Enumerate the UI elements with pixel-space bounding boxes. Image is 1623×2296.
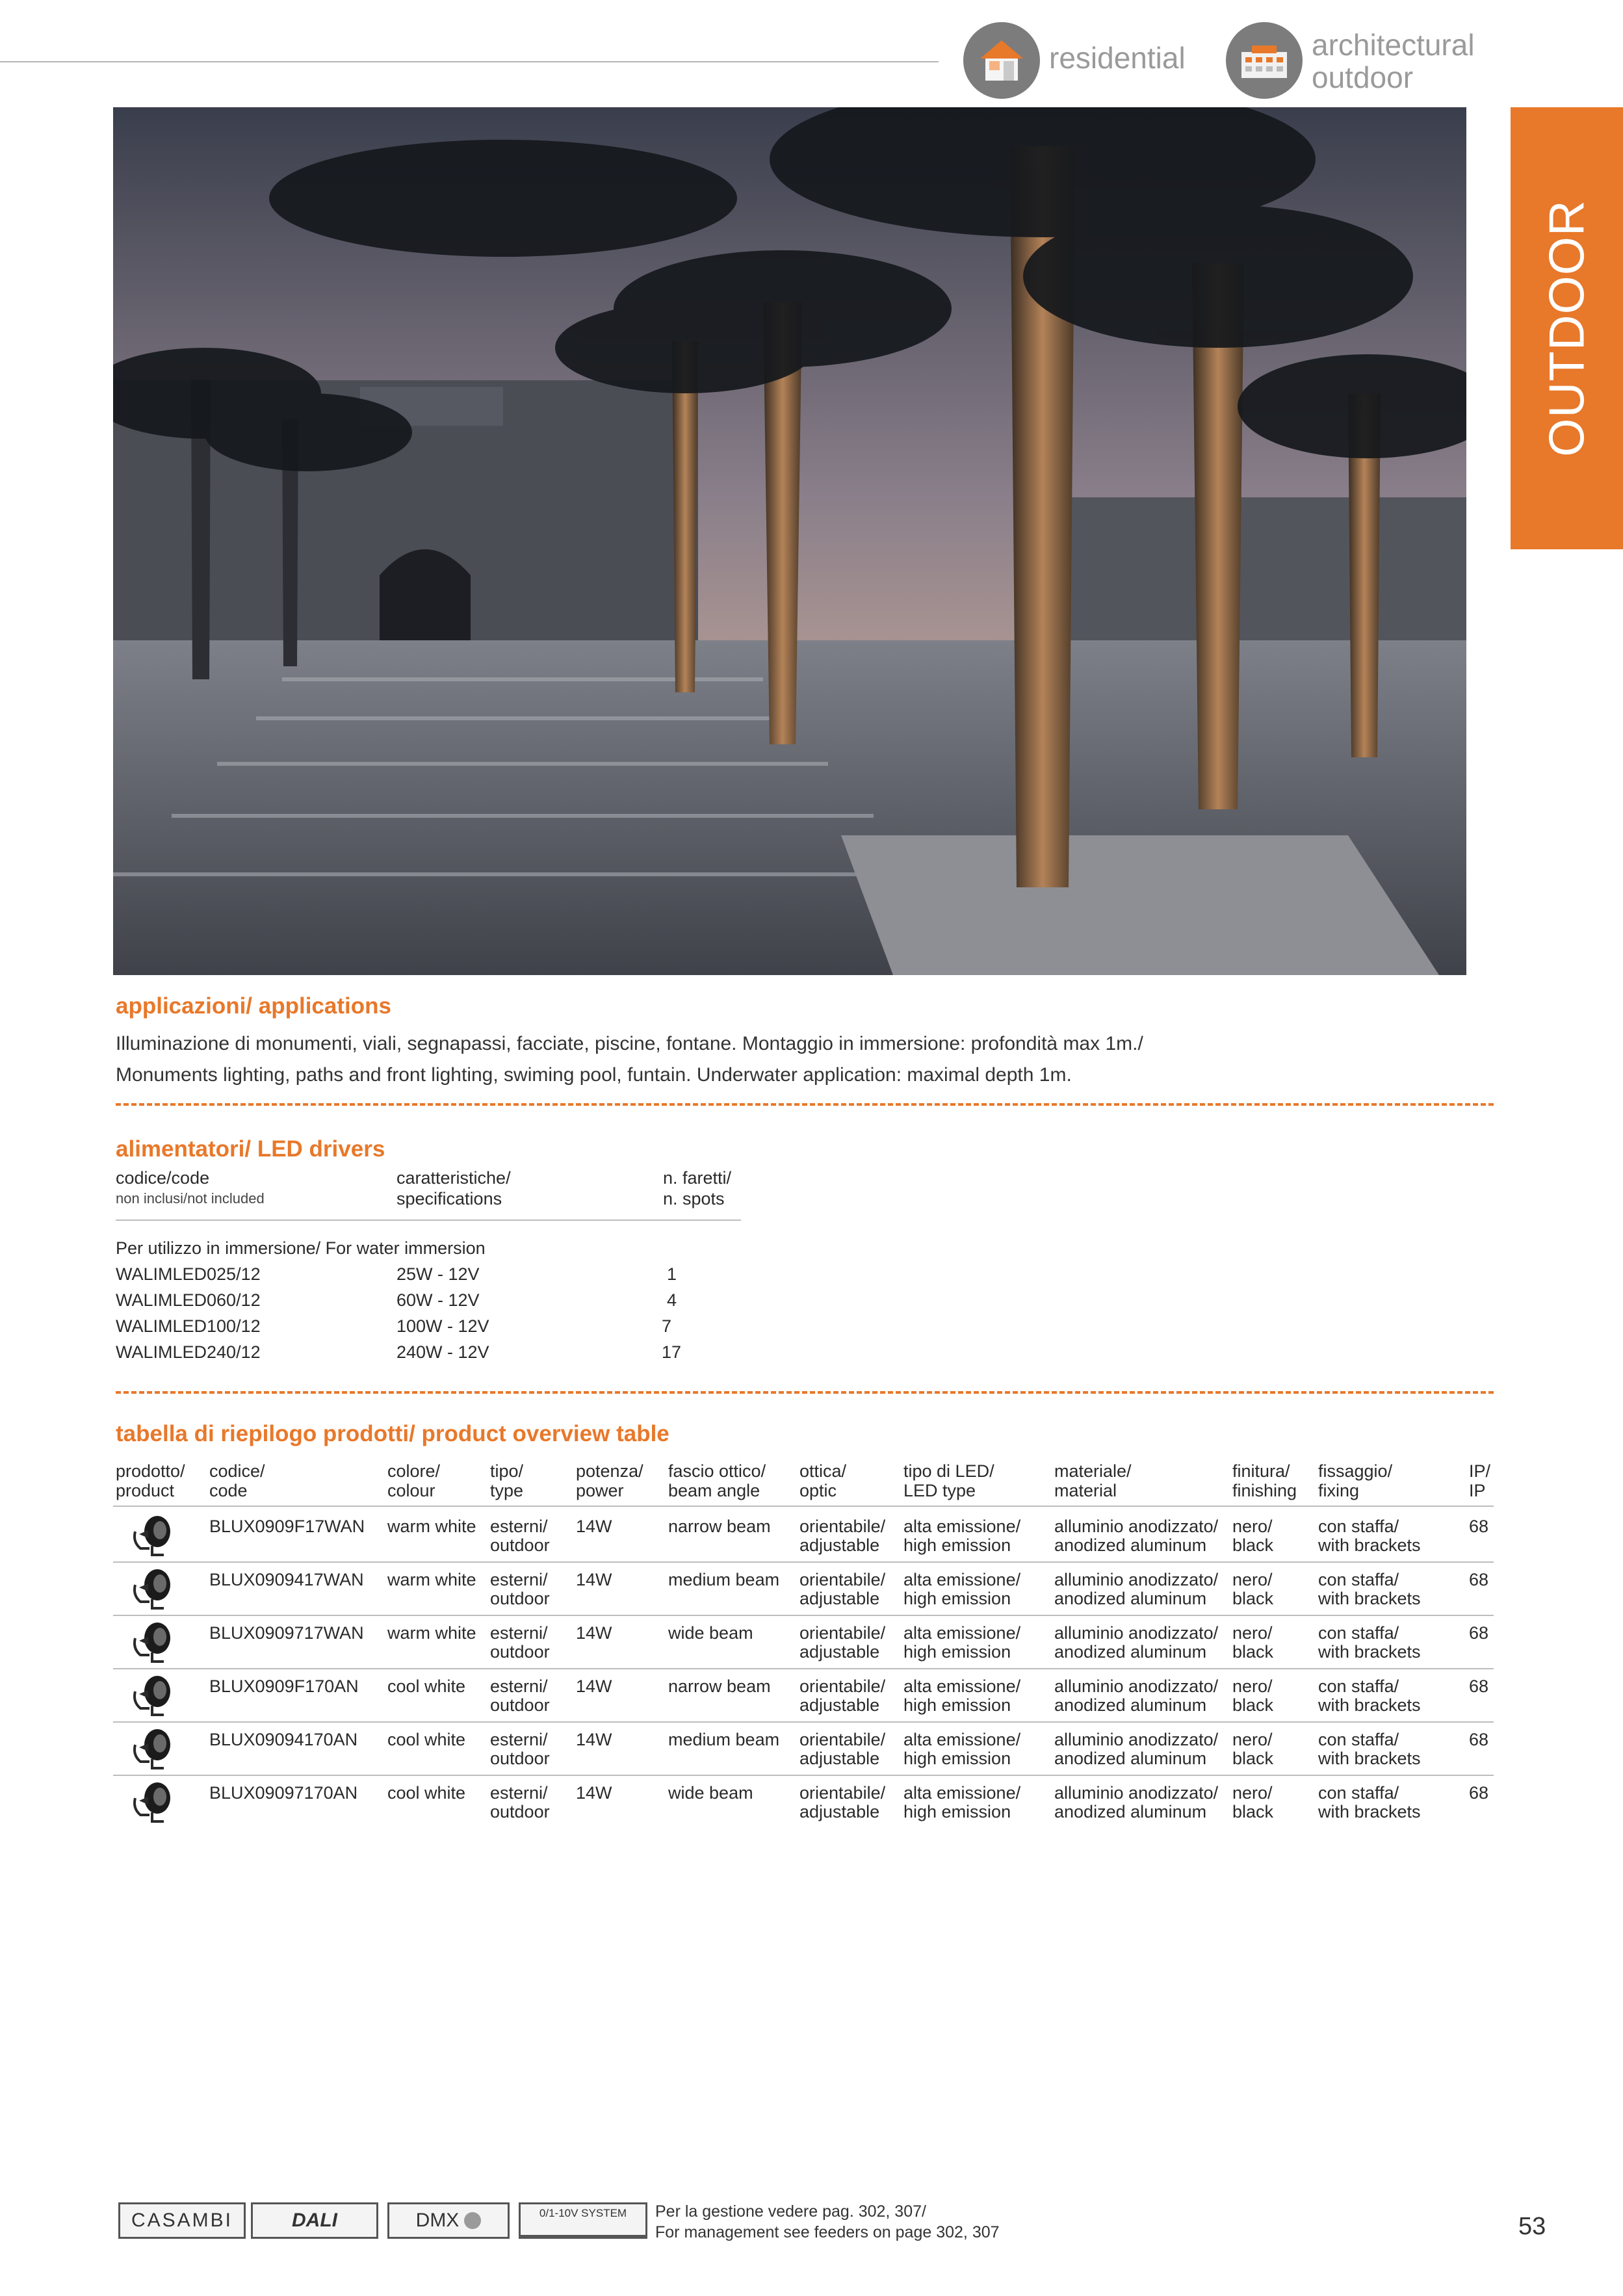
cell-material [1054,1517,1218,1555]
col-product-header [116,1461,185,1500]
cell-fixing [1318,1784,1421,1821]
cell-ip: 68 [1469,1517,1489,1536]
cell-power: 14W [576,1676,612,1696]
col-power-header [576,1461,643,1500]
table-row-separator [113,1721,1494,1723]
cell-line: esterni/ [490,1783,548,1803]
house-icon [963,22,1040,99]
cell-line: black [1232,1589,1274,1608]
cell-line: esterni/ [490,1570,548,1589]
cell-type [490,1624,550,1662]
cell-code: BLUX0909417WAN [209,1570,364,1589]
header-line1: IP/ [1469,1461,1491,1481]
cell-material [1054,1624,1218,1662]
side-tab-label: OUTDOOR [1539,200,1594,457]
cell-beam: narrow beam [668,1517,771,1536]
cell-ip: 68 [1469,1623,1489,1643]
header-line1: ottica/ [799,1461,847,1481]
architectural-category-label [1312,29,1475,94]
cell-code: BLUX09094170AN [209,1730,358,1749]
header-line1: tipo/ [490,1461,524,1481]
header-line2: beam angle [668,1481,760,1500]
col-ip-header [1469,1461,1490,1500]
header-line1: colore/ [387,1461,441,1481]
header-rule [0,61,939,62]
drivers-col-spots-line1: n. faretti/ [663,1168,732,1188]
cell-line: with brackets [1318,1535,1421,1555]
col-beam-header [668,1461,766,1500]
driver-spec: 60W - 12V [396,1290,480,1310]
section-divider [116,1391,1494,1394]
building-icon [1226,22,1303,99]
cell-led [903,1677,1020,1715]
drivers-col-spec-line2: specifications [396,1189,502,1208]
header-line2: type [490,1481,524,1500]
cell-line: alluminio anodizzato/ [1054,1676,1219,1696]
cell-line: nero/ [1232,1783,1273,1803]
cell-ip: 68 [1469,1570,1489,1589]
cell-finishing [1232,1677,1273,1715]
cell-led [903,1784,1020,1821]
cell-led [903,1624,1020,1662]
cell-finishing [1232,1517,1273,1555]
cell-line: high emission [903,1642,1011,1662]
residential-category-label: residential [1049,41,1186,75]
col-type-header [490,1461,523,1500]
header-line1: materiale/ [1054,1461,1132,1481]
cell-code: BLUX0909F17WAN [209,1517,365,1536]
cell-line: with brackets [1318,1589,1421,1608]
table-row-separator [113,1561,1494,1563]
cell-material [1054,1571,1218,1608]
col-led-header [903,1461,994,1500]
cell-colour: warm white [387,1623,476,1643]
page-number: 53 [1518,2213,1546,2240]
cell-line: outdoor [490,1695,550,1715]
col-finishing-header [1232,1461,1297,1500]
cell-material [1054,1784,1218,1821]
driver-row [116,1287,740,1313]
residential-category-icon [963,22,1040,99]
header-line2: LED type [903,1481,976,1500]
cell-line: orientabile/ [799,1623,886,1643]
spotlight-product-icon [126,1619,178,1667]
cell-fixing [1318,1730,1421,1768]
dimming-system-logo [519,2202,647,2239]
header-line1: codice/ [209,1461,265,1481]
header-line1: fissaggio/ [1318,1461,1393,1481]
cell-line: with brackets [1318,1695,1421,1715]
cell-line: esterni/ [490,1730,548,1749]
cell-ip: 68 [1469,1730,1489,1749]
cell-line: nero/ [1232,1730,1273,1749]
cell-finishing [1232,1624,1273,1662]
cell-line: anodized aluminum [1054,1749,1207,1768]
applications-text-it: Illuminazione di monumenti, viali, segnapassi, facciate, piscine, fontane. Montaggio in immersione: profondità max 1m./ [116,1033,1143,1054]
drivers-col-code-note: non inclusi/not included [116,1190,265,1207]
cell-led [903,1730,1020,1768]
header-line2: code [209,1481,248,1500]
cell-optic [799,1571,885,1608]
cell-line: high emission [903,1589,1011,1608]
drivers-col-code [116,1168,265,1209]
cell-type [490,1730,550,1768]
cell-line: outdoor [490,1535,550,1555]
cell-line: adjustable [799,1802,880,1821]
cell-line: con staffa/ [1318,1623,1399,1643]
cell-beam: narrow beam [668,1676,771,1696]
header-line2: power [576,1481,624,1500]
cell-line: con staffa/ [1318,1517,1399,1536]
dali-logo [251,2202,378,2239]
cell-line: black [1232,1642,1274,1662]
drivers-col-spots-line2: n. spots [663,1189,725,1208]
header-line2: fixing [1318,1481,1360,1500]
cell-line: anodized aluminum [1054,1695,1207,1715]
spotlight-product-icon [126,1565,178,1614]
casambi-logo-text: CASAMBI [131,2210,233,2231]
cell-line: alluminio anodizzato/ [1054,1570,1219,1589]
cell-type [490,1571,550,1608]
cell-line: black [1232,1695,1274,1715]
cell-fixing [1318,1571,1421,1608]
cell-optic [799,1517,885,1555]
table-row-separator [113,1615,1494,1616]
drivers-group-label: Per utilizzo in immersione/ For water immersion [116,1238,486,1258]
driver-row [116,1261,740,1287]
table-row-separator [113,1775,1494,1776]
driver-code: WALIMLED240/12 [116,1342,261,1362]
cell-power: 14W [576,1517,612,1536]
cell-line: alluminio anodizzato/ [1054,1623,1219,1643]
section-divider [116,1103,1494,1106]
cell-power: 14W [576,1623,612,1643]
cell-line: esterni/ [490,1517,548,1536]
cell-line: black [1232,1535,1274,1555]
driver-row [116,1339,740,1365]
cell-beam: wide beam [668,1783,753,1803]
cell-line: alta emissione/ [903,1730,1021,1749]
dmx-dot-icon [464,2212,481,2229]
cell-optic [799,1730,885,1768]
cell-line: anodized aluminum [1054,1589,1207,1608]
dali-logo-text: DALI [292,2210,337,2231]
cell-line: con staffa/ [1318,1730,1399,1749]
cell-fixing [1318,1624,1421,1662]
cell-line: high emission [903,1749,1011,1768]
cell-beam: wide beam [668,1623,753,1643]
dmx-logo [387,2202,510,2239]
col-colour-header [387,1461,440,1500]
cell-line: outdoor [490,1589,550,1608]
cell-colour: cool white [387,1676,466,1696]
cell-line: high emission [903,1535,1011,1555]
cell-ip: 68 [1469,1783,1489,1803]
applications-text [116,1028,1481,1091]
cell-line: nero/ [1232,1517,1273,1536]
driver-code: WALIMLED025/12 [116,1264,261,1284]
spotlight-product-icon [126,1512,178,1561]
cell-line: alta emissione/ [903,1623,1021,1643]
cell-line: nero/ [1232,1570,1273,1589]
spotlight-product-icon [126,1779,178,1827]
driver-spec: 100W - 12V [396,1316,489,1336]
cell-beam: medium beam [668,1570,780,1589]
cell-type [490,1517,550,1555]
header-line1: fascio ottico/ [668,1461,766,1481]
cell-line: anodized aluminum [1054,1802,1207,1821]
spotlight-product-icon [126,1672,178,1721]
cell-optic [799,1677,885,1715]
cell-finishing [1232,1784,1273,1821]
cell-optic [799,1624,885,1662]
cell-colour: warm white [387,1570,476,1589]
cell-line: anodized aluminum [1054,1642,1207,1662]
drivers-title: alimentatori/ LED drivers [116,1136,385,1162]
products-title: tabella di riepilogo prodotti/ product overview table [116,1421,669,1446]
header-line1: potenza/ [576,1461,643,1481]
cell-line: alta emissione/ [903,1517,1021,1536]
drivers-col-code-label: codice/code [116,1168,210,1188]
cell-line: adjustable [799,1642,880,1662]
cell-line: high emission [903,1802,1011,1821]
management-note [655,2201,1000,2243]
header-line2: material [1054,1481,1117,1500]
table-row-separator [113,1668,1494,1669]
cell-line: esterni/ [490,1676,548,1696]
cell-line: esterni/ [490,1623,548,1643]
cell-type [490,1677,550,1715]
driver-code: WALIMLED060/12 [116,1290,261,1310]
cell-line: alta emissione/ [903,1570,1021,1589]
cell-line: orientabile/ [799,1570,886,1589]
cell-power: 14W [576,1730,612,1749]
applications-text-en: Monuments lighting, paths and front lighting, swiming pool, funtain. Underwater application: maximal depth 1m. [116,1064,1072,1086]
cell-line: outdoor [490,1642,550,1662]
col-fixing-header [1318,1461,1392,1500]
cell-led [903,1517,1020,1555]
driver-spots: 1 [667,1264,677,1284]
header-line2: colour [387,1481,435,1500]
architectural-label-line2: outdoor [1312,60,1414,94]
cell-line: outdoor [490,1749,550,1768]
cell-colour: cool white [387,1730,466,1749]
cell-line: with brackets [1318,1802,1421,1821]
driver-spec: 240W - 12V [396,1342,489,1362]
driver-spots: 17 [662,1342,682,1362]
cell-line: orientabile/ [799,1517,886,1536]
dimming-logo-text: 0/1-10V SYSTEM [539,2207,627,2219]
cell-line: orientabile/ [799,1676,886,1696]
outdoor-side-tab [1511,107,1623,549]
cell-material [1054,1677,1218,1715]
cell-colour: cool white [387,1783,466,1803]
table-header-rule [113,1506,1494,1507]
col-material-header [1054,1461,1132,1500]
driver-row [116,1313,740,1339]
cell-line: adjustable [799,1589,880,1608]
cell-finishing [1232,1730,1273,1768]
cell-line: alluminio anodizzato/ [1054,1730,1219,1749]
drivers-col-spec [396,1168,511,1209]
cell-line: adjustable [799,1749,880,1768]
header-line2: product [116,1481,175,1500]
col-optic-header [799,1461,846,1500]
cell-line: orientabile/ [799,1730,886,1749]
casambi-logo [118,2202,246,2239]
cell-colour: warm white [387,1517,476,1536]
cell-fixing [1318,1677,1421,1715]
header-line2: optic [799,1481,837,1500]
cell-line: nero/ [1232,1623,1273,1643]
cell-line: alta emissione/ [903,1676,1021,1696]
cell-material [1054,1730,1218,1768]
cell-optic [799,1784,885,1821]
driver-spec: 25W - 12V [396,1264,480,1284]
driver-spots: 7 [662,1316,672,1336]
col-code-header [209,1461,265,1500]
cell-ip: 68 [1469,1676,1489,1696]
hero-photo [113,107,1466,975]
header-line2: finishing [1232,1481,1297,1500]
cell-line: nero/ [1232,1676,1273,1696]
header-line2: IP [1469,1481,1486,1500]
cell-line: with brackets [1318,1642,1421,1662]
drivers-col-spots [663,1168,731,1209]
palm-courtyard-illustration [113,107,1466,975]
cell-line: adjustable [799,1695,880,1715]
header-line1: finitura/ [1232,1461,1290,1481]
cell-line: with brackets [1318,1749,1421,1768]
architectural-category-icon [1226,22,1303,99]
cell-led [903,1571,1020,1608]
cell-line: con staffa/ [1318,1783,1399,1803]
cell-beam: medium beam [668,1730,780,1749]
drivers-col-spec-line1: caratteristiche/ [396,1168,511,1188]
architectural-label-line1: architectural [1312,28,1475,62]
cell-code: BLUX09097170AN [209,1783,358,1803]
cell-line: con staffa/ [1318,1676,1399,1696]
applications-title: applicazioni/ applications [116,993,391,1019]
spotlight-product-icon [126,1725,178,1774]
cell-line: alluminio anodizzato/ [1054,1517,1219,1536]
cell-fixing [1318,1517,1421,1555]
driver-code: WALIMLED100/12 [116,1316,261,1336]
drivers-table [116,1261,740,1365]
cell-power: 14W [576,1783,612,1803]
driver-spots: 4 [667,1290,677,1310]
cell-line: high emission [903,1695,1011,1715]
cell-line: adjustable [799,1535,880,1555]
cell-finishing [1232,1571,1273,1608]
cell-line: alta emissione/ [903,1783,1021,1803]
cell-line: outdoor [490,1802,550,1821]
cell-type [490,1784,550,1821]
cell-power: 14W [576,1570,612,1589]
cell-line: black [1232,1749,1274,1768]
drivers-header-rule [116,1220,741,1221]
cell-line: black [1232,1802,1274,1821]
dmx-logo-text: DMX [415,2210,460,2231]
cell-line: orientabile/ [799,1783,886,1803]
cell-line: alluminio anodizzato/ [1054,1783,1219,1803]
cell-code: BLUX0909717WAN [209,1623,364,1643]
cell-code: BLUX0909F170AN [209,1676,359,1696]
cell-line: con staffa/ [1318,1570,1399,1589]
management-note-it: Per la gestione vedere pag. 302, 307/ [655,2202,926,2221]
management-note-en: For management see feeders on page 302, 307 [655,2223,1000,2241]
cell-line: anodized aluminum [1054,1535,1207,1555]
header-line1: tipo di LED/ [903,1461,994,1481]
header-line1: prodotto/ [116,1461,185,1481]
